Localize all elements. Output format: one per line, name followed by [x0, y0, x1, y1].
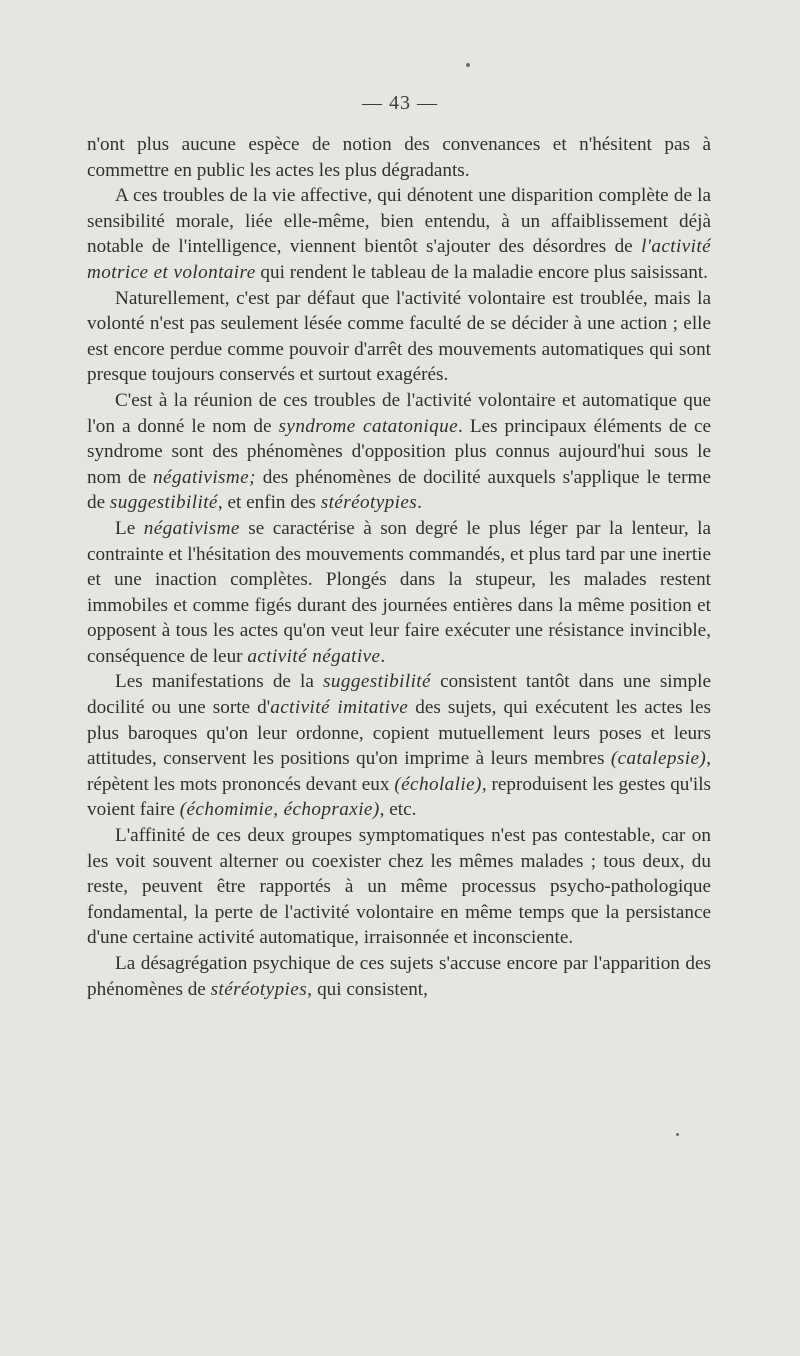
- text-run: des phénomènes de docilité auxquels s'applique le terme de: [87, 466, 711, 514]
- italic-term: suggestibilité: [323, 671, 431, 693]
- text-run: des sujets, qui exécutent les actes les plus baroques qu'on leur ordonne, copient mutuellement leurs poses et leurs attitudes, conservent les positions qu'on imprime à leurs membres: [87, 697, 711, 770]
- italic-term: négativisme;: [153, 466, 256, 488]
- text-run: consistent tantôt dans une simple docilité ou une sorte d': [87, 671, 711, 719]
- italic-term: l'activité motrice et volontaire: [87, 236, 711, 283]
- text-run: A ces troubles de la vie affective, qui dénotent une disparition complète de la sensibilité morale, liée elle-même, bien entendu, à un affaiblissement déjà notable de l'intelligence, viennent bientôt s'ajouter des désordres de: [87, 185, 711, 258]
- text-run: Le: [115, 517, 144, 539]
- text-run: , reproduisent les gestes qu'ils voient faire: [87, 773, 711, 821]
- paper-speck: [676, 1133, 679, 1136]
- paragraph: [87, 183, 711, 285]
- italic-term: négativisme: [143, 517, 240, 539]
- text-run: , répètent les mots prononcés devant eux: [87, 748, 711, 795]
- text-run: L'affinité de ces deux groupes symptomatiques n'est pas contestable, car on les voit souvent alterner ou coexister chez les mêmes malades ; tous deux, du reste, peuvent être rapportés à un même processus psycho-pathologique fondamental, la perte de l'activité volontaire en même temps que la persistance d'une certaine activité automatique, irraisonnée et inconsciente.: [87, 825, 711, 949]
- paragraph: [87, 132, 711, 183]
- italic-term: stéréotypies: [320, 492, 418, 514]
- page-number: — 43 —: [362, 92, 438, 114]
- text-run: qui rendent le tableau de la maladie encore plus saisissant.: [255, 261, 708, 283]
- paragraph: [87, 388, 711, 516]
- body-text: [87, 132, 711, 1002]
- italic-term: activité imitative: [270, 697, 409, 719]
- italic-term: (échomimie, échopraxie): [179, 799, 380, 821]
- text-run: . Les principaux éléments de ce syndrome sont des phénomènes d'opposition plus connus aujourd'hui sous le nom de: [87, 415, 711, 488]
- text-run: C'est à la réunion de ces troubles de l'activité volontaire et automatique que l'on a donné le nom de: [87, 389, 711, 437]
- paragraph: [87, 951, 711, 1002]
- italic-term: (écholalie): [394, 773, 482, 795]
- text-run: , et enfin des: [217, 492, 321, 514]
- text-run: se caractérise à son degré le plus léger par la lenteur, la contrainte et l'hésitation des mouvements commandés, et plus tard par une inertie et une inaction complètes. Plongés dans la stupeur, les malades restent immobiles et comme figés durant des journées entières dans la même position et opposent à tous les actes qu'on veut leur faire exécuter une résistance invincible, conséquence de leur: [87, 517, 711, 667]
- paragraph: [87, 823, 711, 951]
- text-run: n'ont plus aucune espèce de notion des convenances et n'hésitent pas à commettre en public les actes les plus dégradants.: [87, 134, 711, 181]
- italic-term: activité négative: [247, 645, 381, 667]
- text-run: .: [380, 645, 386, 667]
- italic-term: syndrome catatonique: [278, 415, 459, 437]
- text-run: La désagrégation psychique de ces sujets s'accuse encore par l'apparition des phénomènes de: [87, 953, 711, 1000]
- text-run: .: [417, 492, 422, 514]
- paper-speck: [466, 63, 470, 67]
- text-run: qui consistent,: [312, 978, 428, 1000]
- italic-term: suggestibilité: [109, 492, 218, 514]
- text-run: Les manifestations de la: [115, 671, 324, 693]
- paragraph: [87, 286, 711, 388]
- paragraph: [87, 669, 711, 823]
- paragraph: [87, 516, 711, 670]
- text-run: Naturellement, c'est par défaut que l'activité volontaire est troublée, mais la volonté n'est pas seulement lésée comme faculté de se décider à une action ; elle est encore perdue comme pouvoir d'arrêt des mouvements automatiques qui sont presque toujours conservés et surtout exagérés.: [87, 287, 711, 386]
- italic-term: stéréotypies,: [210, 978, 313, 1000]
- text-run: , etc.: [379, 799, 417, 821]
- italic-term: (catalepsie): [610, 748, 707, 770]
